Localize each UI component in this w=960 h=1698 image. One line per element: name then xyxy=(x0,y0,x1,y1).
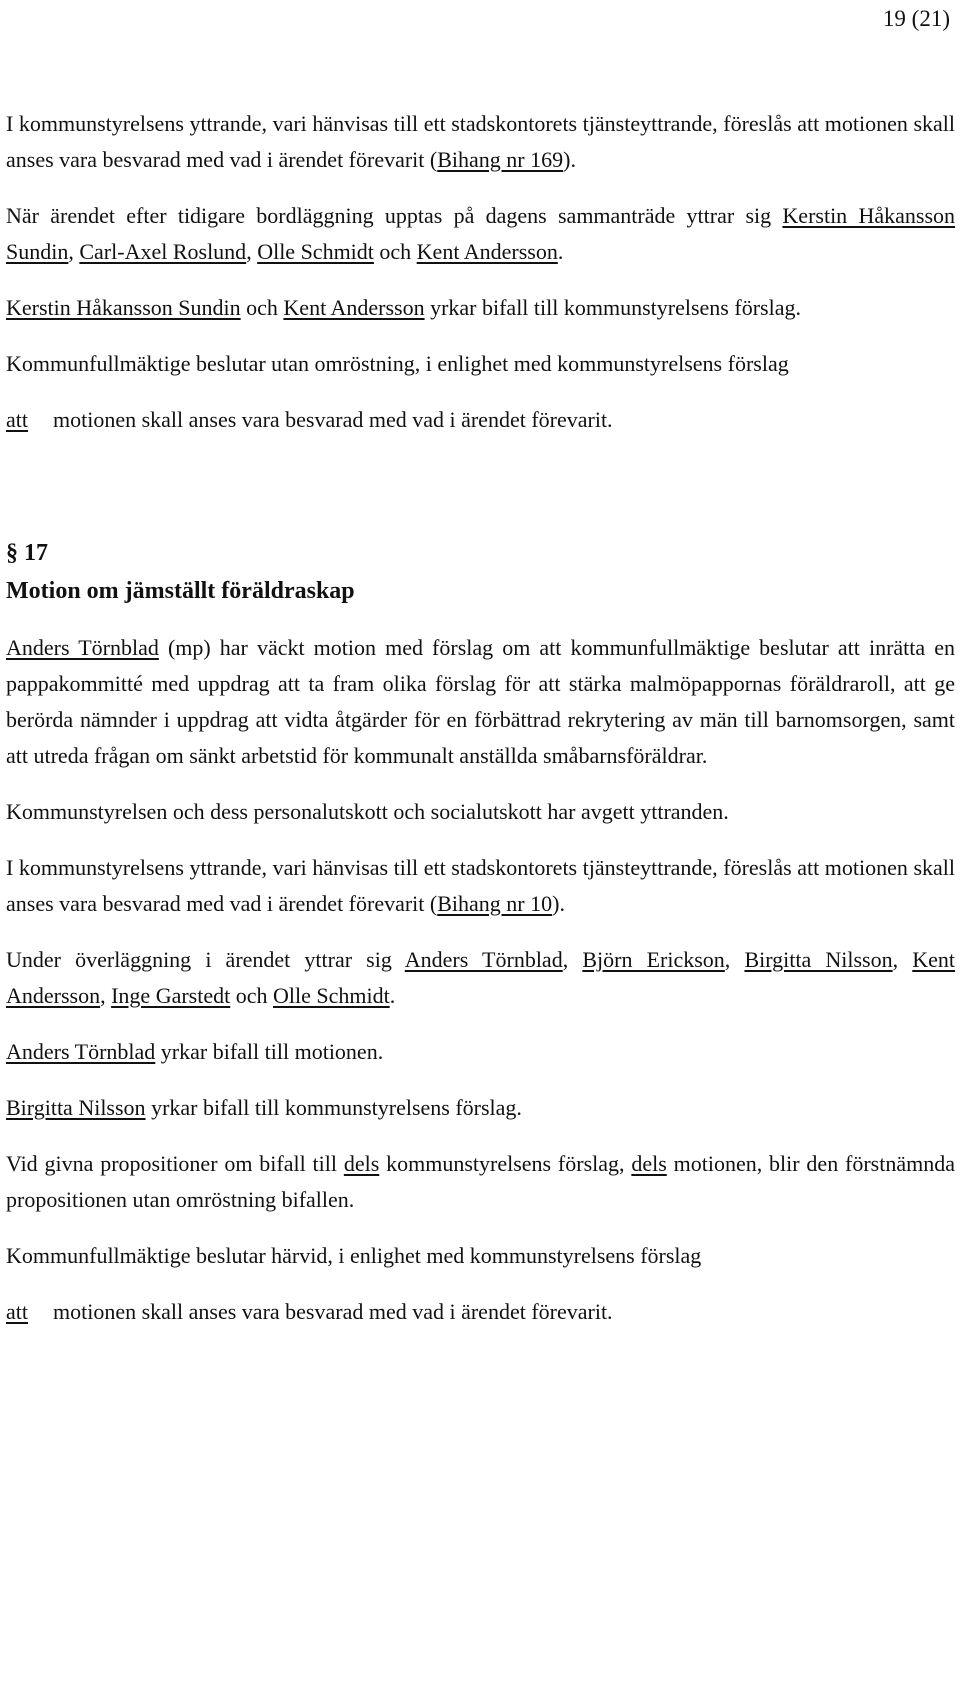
person-name: Anders Törnblad xyxy=(6,1039,156,1064)
paragraph-motion-proposal xyxy=(6,1034,955,1070)
text-span: I kommunstyrelsens yttrande, vari hänvisas till ett stadskontorets tjänsteyttrande, föreslås att motionen skall anses vara besvarad med vad i ärendet förevarit ( xyxy=(6,111,955,172)
person-name: Kent Andersson xyxy=(283,295,425,320)
paragraph-board-proposal xyxy=(6,1090,955,1126)
emphasis-dels: dels xyxy=(631,1151,667,1176)
text-span: . xyxy=(389,983,396,1008)
text-span: , xyxy=(892,947,913,972)
decision-clause-final xyxy=(6,1294,955,1330)
person-name: Kent Andersson xyxy=(6,947,956,1008)
section-heading xyxy=(6,534,955,610)
paragraph-statements-given: Kommunstyrelsen och dess personalutskott och socialutskott har avgett yttranden. xyxy=(6,799,729,824)
person-name: Björn Erickson xyxy=(582,947,725,972)
paragraph-speakers xyxy=(6,198,955,270)
text-span: Vid givna propositioner om bifall till xyxy=(6,1151,344,1176)
paragraph-decision-intro: Kommunfullmäktige beslutar utan omröstning, i enlighet med kommunstyrelsens förslag xyxy=(6,351,789,376)
decision-clause xyxy=(6,402,955,438)
text-span: yrkar bifall till kommunstyrelsens förslag. xyxy=(424,295,801,320)
paragraph-statement-reference xyxy=(6,106,955,178)
text-span: När ärendet efter tidigare bordläggning upptas på dagens sammanträde yttrar sig xyxy=(6,203,783,228)
text-span: , xyxy=(562,947,583,972)
person-name: Olle Schmidt xyxy=(273,983,390,1008)
section-number: § 17 xyxy=(6,540,48,566)
text-span: (mp) har väckt motion med förslag om att kommunfullmäktige beslutar att inrätta en pappakommitté med uppdrag att ta fram olika förslag för att stärka malmöpappornas föräldraroll, att ge berörda nämnder i uppdrag att vidta åtgärder för en förbättrad rekrytering av män till barnomsorgen, samt att utreda frågan om sänkt arbetstid för kommunalt anställda småbarnsföräldrar. xyxy=(6,635,955,768)
decision-text: motionen skall anses vara besvarad med vad i ärendet förevarit. xyxy=(53,407,613,432)
person-name: Kent Andersson xyxy=(416,239,558,264)
text-span: , xyxy=(100,983,112,1008)
appendix-reference: Bihang nr 169 xyxy=(437,147,564,172)
person-name: Olle Schmidt xyxy=(257,239,374,264)
person-name: Kerstin Håkansson Sundin xyxy=(6,203,955,264)
appendix-reference: Bihang nr 10 xyxy=(437,891,553,916)
decision-text: motionen skall anses vara besvarad med vad i ärendet förevarit. xyxy=(53,1299,613,1324)
emphasis-dels: dels xyxy=(343,1151,380,1176)
att-label: att xyxy=(6,407,28,432)
text-span: och xyxy=(240,295,284,320)
person-name: Carl-Axel Roslund xyxy=(79,239,247,264)
paragraph-statement-reference-2 xyxy=(6,850,955,922)
att-label: att xyxy=(6,1299,28,1324)
text-span: yrkar bifall till motionen. xyxy=(155,1039,384,1064)
person-name: Birgitta Nilsson xyxy=(744,947,893,972)
person-name: Kerstin Håkansson Sundin xyxy=(6,295,241,320)
text-span: Under överläggning i ärendet yttrar sig xyxy=(6,947,405,972)
text-span: och xyxy=(373,239,417,264)
person-name: Inge Garstedt xyxy=(111,983,231,1008)
text-span: ). xyxy=(552,891,565,916)
paragraph-propositions xyxy=(6,1146,955,1218)
text-span: , xyxy=(246,239,258,264)
person-name: Anders Törnblad xyxy=(404,947,563,972)
document-body xyxy=(6,106,955,1330)
person-name: Birgitta Nilsson xyxy=(6,1095,146,1120)
text-span: yrkar bifall till kommunstyrelsens förslag. xyxy=(145,1095,522,1120)
text-span: och xyxy=(230,983,273,1008)
text-span: ). xyxy=(563,147,576,172)
text-span: , xyxy=(68,239,80,264)
paragraph-motion-description xyxy=(6,630,955,774)
person-name: Anders Törnblad xyxy=(6,635,159,660)
paragraph-motion-support xyxy=(6,290,955,326)
page-number: 19 (21) xyxy=(882,6,950,31)
text-span: , xyxy=(724,947,745,972)
text-span: motionen, blir den förstnämnda propositionen utan omröstning bifallen. xyxy=(6,1151,955,1212)
text-span: I kommunstyrelsens yttrande, vari hänvisas till ett stadskontorets tjänsteyttrande, föreslås att motionen skall anses vara besvarad med vad i ärendet förevarit ( xyxy=(6,855,955,916)
text-span: kommunstyrelsens förslag, xyxy=(379,1151,632,1176)
paragraph-final-decision-intro: Kommunfullmäktige beslutar härvid, i enlighet med kommunstyrelsens förslag xyxy=(6,1243,702,1268)
section-title: Motion om jämställt föräldraskap xyxy=(6,578,355,604)
text-span: . xyxy=(557,239,564,264)
paragraph-debate-speakers xyxy=(6,942,955,1014)
